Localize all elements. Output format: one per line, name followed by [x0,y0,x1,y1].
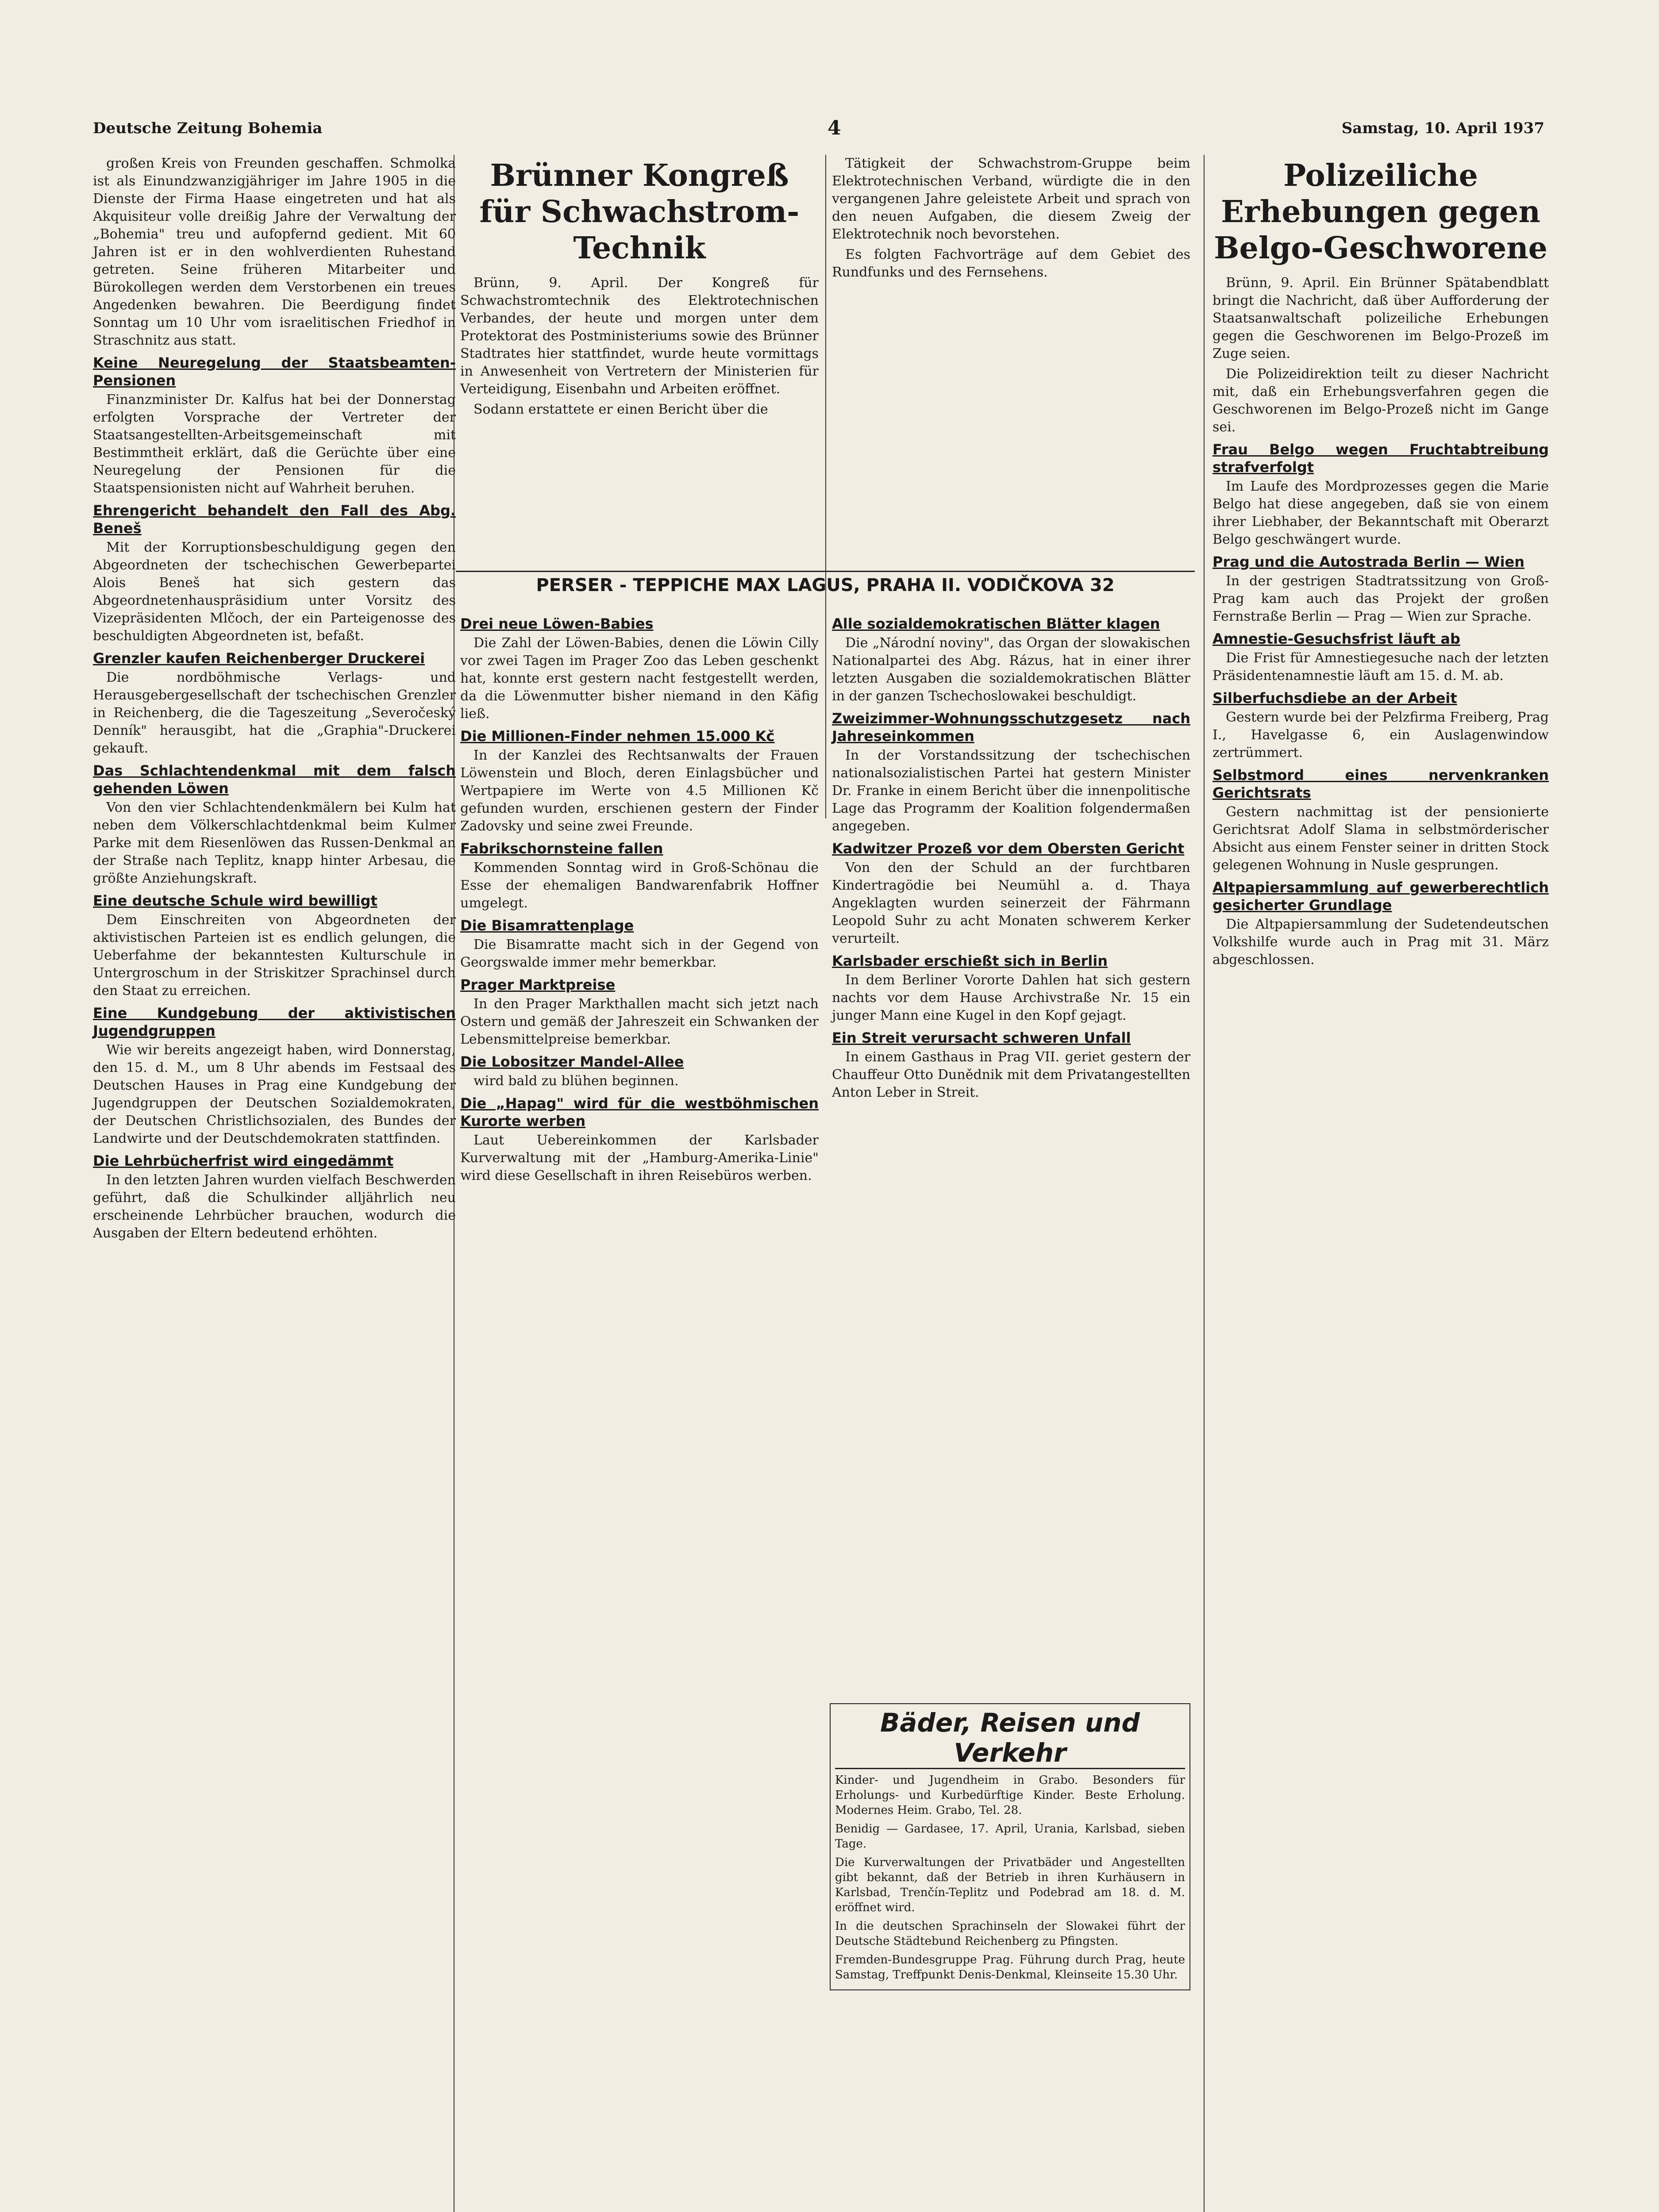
article-heading: Eine deutsche Schule wird bewilligt [93,892,377,909]
article-heading: Die Bisamrattenplage [460,917,634,934]
page-number: 4 [828,117,841,139]
article-text: In einem Gasthaus in Prag VII. geriet gestern der Chauffeur Otto Dunědnik mit dem Privatangestellten Anton Leber in Streit. [832,1049,1190,1100]
article-heading: Die Lehrbücherfrist wird eingedämmt [93,1152,394,1169]
listing-text: Benidig — Gardasee, 17. April, Urania, Karlsbad, sieben Tage. [835,1822,1185,1851]
article-text: Wie wir bereits angezeigt haben, wird Donnerstag, den 15. d. M., um 8 Uhr abends im Festsaal des Deutschen Hauses in Prag eine Kundgebung der Jugendgruppen der Deutschen Sozialdemokraten, der Deutschen Christlichsozialen, des Bundes der Landwirte und der Deutschdemokraten stattfinden. [93,1042,456,1146]
date-line: Samstag, 10. April 1937 [1341,119,1544,137]
article-text: großen Kreis von Freunden geschaffen. Schmolka ist als Einundzwanzigjähriger im Jahre 1905 in die Dienste der Firma Haase eingetreten und hat als Akquisiteur volle dreißig Jahre der Verwaltung der „Bohemia" treu und aufopfernd gedient. Mit 60 Jahren ist er in den wohlverdienten Ruhestand getreten. Seine früheren Mitarbeiter und Bürokollegen werden dem Verstorbenen ein treues Angedenken bewahren. Die Beerdigung findet Sonntag um 10 Uhr vom israelitischen Friedhof in Straschnitz aus statt. [93,156,456,348]
article-heading: Altpapiersammlung auf gewerberechtlich gesicherter Grundlage [1212,879,1549,914]
travel-section [830,1703,1190,1990]
article-heading: Fabrikschornsteine fallen [460,840,663,857]
article-heading: Karlsbader erschießt sich in Berlin [832,952,1108,969]
article-heading: Ein Streit verursacht schweren Unfall [832,1029,1131,1046]
article-heading: Grenzler kaufen Reichenberger Druckerei [93,650,425,667]
article-text: Laut Uebereinkommen der Karlsbader Kurverwaltung mit der „Hamburg-Amerika-Linie" wird diese Gesellschaft in ihren Reisebüros werben. [460,1133,819,1183]
article-text: Brünn, 9. April. Der Kongreß für Schwachstromtechnik des Elektrotechnischen Verbandes, der heute und morgen unter dem Protektorat des Postministeriums sowie des Brünner Stadtrates hier stattfindet, wurde heute vormittags in Anwesenheit von Vertretern der Ministerien für Verteidigung, Eisenbahn und Arbeiten eröffnet. [460,275,819,397]
article-text: Gestern nachmittag ist der pensionierte Gerichtsrat Adolf Slama in selbstmörderischer Absicht aus einem Fenster seiner in dritten Stock gelegenen Wohnung in Nusle gesprungen. [1212,804,1549,873]
article-heading: Frau Belgo wegen Fruchtabtreibung strafverfolgt [1212,441,1549,476]
listing-text: Kinder- und Jugendheim in Grabo. Besonders für Erholungs- und Kurbedürftige Kinder. Beste Erholung. Modernes Heim. Grabo, Tel. 28. [835,1774,1185,1817]
listing-text: In die deutschen Sprachinseln der Slowakei führt der Deutsche Städtebund Reichenberg zu Pfingsten. [835,1920,1185,1948]
headline: Brünner Kongreß für Schwachstrom-Technik [479,158,800,266]
listing-text: Die Kurverwaltungen der Privatbäder und Angestellten gibt bekannt, daß der Betrieb in ihren Kurhäusern in Karlsbad, Trenčín-Teplitz und Podebrad am 18. d. M. eröffnet wird. [835,1856,1185,1914]
article-heading: Prager Marktpreise [460,976,616,993]
article-text: wird bald zu blühen beginnen. [473,1073,679,1089]
article-heading: Prag und die Autostrada Berlin — Wien [1212,553,1525,570]
article-heading: Keine Neuregelung der Staatsbeamten-Pensionen [93,354,456,389]
article-text: Tätigkeit der Schwachstrom-Gruppe beim Elektrotechnischen Verband, würdigte die in den vergangenen Jahre geleistete Arbeit und sprach von den neuen Aufgaben, die diesem Zweig der Elektrotechnik noch bevorstehen. [832,156,1190,242]
column-4 [1212,155,1549,972]
article-heading: Amnestie-Gesuchsfrist läuft ab [1212,630,1460,647]
divider [456,571,1195,572]
article-text: Die Polizeidirektion teilt zu dieser Nachricht mit, daß ein Erhebungsverfahren gegen die Geschworenen im Belgo-Prozeß nicht im Gange sei. [1212,366,1549,435]
headline: Polizeiliche Erhebungen gegen Belgo-Geschworene [1214,158,1547,266]
article-heading: Ehrengericht behandelt den Fall des Abg. Beneš [93,502,456,537]
article-text: Die Altpapiersammlung der Sudetendeutschen Volkshilfe wurde auch in Prag mit 31. März abgeschlossen. [1212,917,1549,968]
article-heading: Drei neue Löwen-Babies [460,615,654,632]
column-2 [460,611,819,1187]
article-text: In der Kanzlei des Rechtsanwalts der Frauen Löwenstein und Bloch, deren Einlagsbücher und Wertpapiere im Werte von 4.5 Millionen Kč gefunden wurden, erschienen gestern der Finder Zadovsky und seine zwei Freunde. [460,748,819,834]
article-text: Die Bisamratte macht sich in der Gegend von Georgswalde immer mehr bemerkbar. [460,937,819,970]
column-1 [93,155,456,1245]
advertisement: PERSER - TEPPICHE MAX LAGUS, PRAHA II. VODIČKOVA 32 [536,575,1115,595]
column-rule [825,155,826,818]
article-text: Finanzminister Dr. Kalfus hat bei der Donnerstag erfolgten Vorsprache der Vertreter der Staatsangestellten-Arbeitsgemeinschaft mit Bestimmtheit erklärt, daß die Gerüchte über eine Neuregelung der Pensionen für die Staatspensionisten nicht auf Wahrheit beruhen. [93,392,456,496]
article-heading: Selbstmord eines nervenkranken Gerichtsrats [1212,767,1549,801]
article-heading: Die „Hapag" wird für die westböhmischen Kurorte werben [460,1095,819,1129]
column-3-top [832,155,1190,284]
article-text: Von den vier Schlachtendenkmälern bei Kulm hat neben dem Völkerschlachtdenkmal beim Kulmer Parke mit dem Riesenlöwen das Russen-Denkmal an der Straße nach Teplitz, knapp hinter Arbesau, die größte Anziehungskraft. [93,800,456,886]
article-text: Die „Národní noviny", das Organ der slowakischen Nationalpartei des Abg. Rázus, hat in einer ihrer letzten Ausgaben die sozialdemokratischen Blätter in der ganzen Tschechoslowakei beschuldigt. [832,635,1190,704]
article-text: In der gestrigen Stadtratssitzung von Groß-Prag kam auch das Projekt der großen Fernstraße Berlin — Prag — Wien zur Sprache. [1212,573,1549,624]
article-text: Die Zahl der Löwen-Babies, denen die Löwin Cilly vor zwei Tagen im Prager Zoo das Leben geschenkt hat, konnte erst gestern nacht festgestellt werden, da die Löwenmutter bisher niemand in den Käfig ließ. [460,635,819,722]
article-heading: Kadwitzer Prozeß vor dem Obersten Gericht [832,840,1185,857]
article-text: Kommenden Sonntag wird in Groß-Schönau die Esse der ehemaligen Bandwarenfabrik Hoffner umgelegt. [460,860,819,911]
column-rule [1204,155,1205,2212]
article-text: Die Frist für Amnestiegesuche nach der letzten Präsidentenamnestie läuft am 15. d. M. ab. [1212,650,1549,684]
column-2-top [460,155,819,421]
column-3 [832,611,1190,1104]
article-heading: Eine Kundgebung der aktivistischen Jugendgruppen [93,1005,456,1039]
article-heading: Silberfuchsdiebe an der Arbeit [1212,690,1457,707]
article-text: Mit der Korruptionsbeschuldigung gegen den Abgeordneten der tschechischen Gewerbepartei Alois Beneš hat sich gestern das Abgeordnetenhauspräsidium unter Vorsitz des Vizepräsidenten Mlčoch, der ein Parteigenosse des beschuldigten Abgeordneten ist, befaßt. [93,540,456,644]
article-text: Die nordböhmische Verlags- und Herausgebergesellschaft der tschechischen Grenzler in Reichenberg, die die Tageszeitung „Severočeský Denník" herausgibt, hat die „Graphia"-Druckerei gekauft. [93,670,456,756]
page-header [93,119,1544,146]
article-heading: Die Lobositzer Mandel-Allee [460,1053,684,1070]
article-heading: Das Schlachtendenkmal mit dem falsch gehenden Löwen [93,762,456,797]
article-text: In den Prager Markthallen macht sich jetzt nach Ostern und gemäß der Jahreszeit ein Schwanken der Lebensmittelpreise bemerkbar. [460,996,819,1047]
article-text: In den letzten Jahren wurden vielfach Beschwerden geführt, daß die Schulkinder alljährlich neu erscheinende Lehrbücher brauchen, wodurch die Ausgaben der Eltern bedeutend erhöhten. [93,1172,456,1241]
article-text: Es folgten Fachvorträge auf dem Gebiet des Rundfunks und des Fernsehens. [832,247,1190,280]
article-text: Gestern wurde bei der Pelzfirma Freiberg, Prag I., Havelgasse 6, ein Auslagenwindow zertrümmert. [1212,710,1549,760]
article-text: Dem Einschreiten von Abgeordneten der aktivistischen Parteien ist es endlich gelungen, die Ueberfahme der bekanntesten Kulturschule in Untergroschum in der Striskitzer Sprachinsel durch den Staat zu erreichen. [93,912,456,998]
article-text: In dem Berliner Vororte Dahlen hat sich gestern nachts vor dem Hause Archivstraße Nr. 15 ein junger Mann eine Kugel in den Kopf gejagt. [832,972,1190,1023]
article-heading: Die Millionen-Finder nehmen 15.000 Kč [460,728,775,745]
article-text: Von den der Schuld an der furchtbaren Kindertragödie bei Neumühl a. d. Thaya Angeklagten wurden seinerzeit der Fährmann Leopold Suhr zu acht Monaten schwerem Kerker verurteilt. [832,860,1190,946]
article-text: Sodann erstattete er einen Bericht über die [473,402,768,417]
article-heading: Alle sozialdemokratischen Blätter klagen [832,615,1160,632]
article-text: In der Vorstandssitzung der tschechischen nationalsozialistischen Partei hat gestern Minister Dr. Franke in einem Bericht über die innenpolitische Lage das Programm der Koalition folgendermaßen angegeben. [832,748,1190,834]
listing-text: Fremden-Bundesgruppe Prag. Führung durch Prag, heute Samstag, Treffpunkt Denis-Denkmal, Kleinseite 15.30 Uhr. [835,1953,1185,1982]
article-heading: Zweizimmer-Wohnungsschutzgesetz nach Jahreseinkommen [832,710,1190,745]
section-title: Bäder, Reisen und Verkehr [835,1708,1185,1769]
article-text: Brünn, 9. April. Ein Brünner Spätabendblatt bringt die Nachricht, daß über Aufforderung der Staatsanwaltschaft polizeiliche Erhebungen gegen die Geschworenen im Belgo-Prozeß im Zuge seien. [1212,275,1549,361]
masthead: Deutsche Zeitung Bohemia [93,119,323,137]
article-text: Im Laufe des Mordprozesses gegen die Marie Belgo hat diese angegeben, daß sie von einem ihrer Liebhaber, der Bekanntschaft mit Oberarzt Belgo geschwängert wurde. [1212,479,1549,547]
